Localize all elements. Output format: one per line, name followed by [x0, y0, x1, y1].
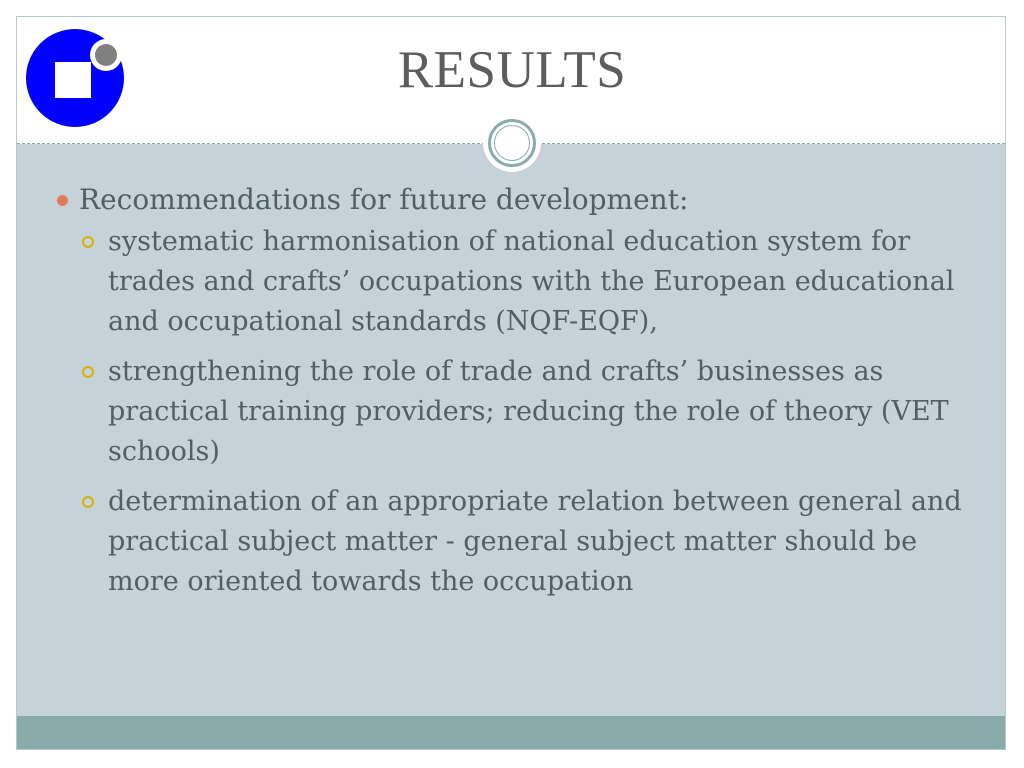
sub-bullet-text: systematic harmonisation of national education system for trades and crafts’ occupations with the European educational and occupational standards (NQF-EQF), [108, 226, 955, 337]
main-bullet-text: Recommendations for future development: [79, 183, 689, 216]
footer-band [17, 716, 1005, 750]
hollow-circle-bullet-icon [82, 366, 94, 378]
sub-bullet-text: strengthening the role of trade and crafts’ businesses as practical training providers; reducing the role of theory (VET schools) [108, 356, 949, 467]
sub-bullet-item [47, 222, 987, 342]
slide-title: RESULTS [397, 41, 627, 99]
slide-frame [16, 16, 1006, 750]
sub-bullet-item [47, 352, 987, 472]
logo-gray-dot [95, 44, 117, 66]
hollow-circle-bullet-icon [82, 236, 94, 248]
hollow-circle-bullet-icon [82, 496, 94, 508]
main-bullet-item [47, 180, 987, 220]
bullet-dot-icon [57, 195, 68, 206]
sub-bullet-list [47, 222, 987, 602]
sub-bullet-text: determination of an appropriate relation between general and practical subject matter - general subject matter should be more oriented towards the occupation [108, 486, 962, 597]
slide-content [47, 180, 987, 612]
logo-white-square [55, 62, 91, 98]
divider-inner-circle-icon [494, 125, 530, 161]
sub-bullet-item [47, 482, 987, 602]
institution-logo [25, 28, 129, 128]
